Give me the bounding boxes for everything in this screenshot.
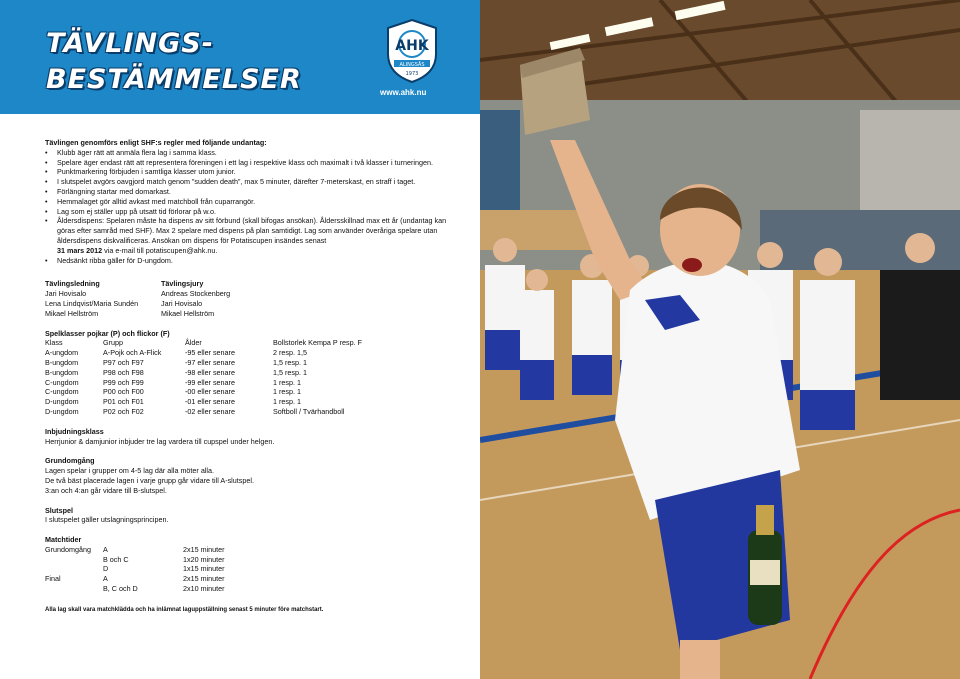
rule-item: • I slutspelet avgörs oavgjord match genom ”sudden death”, max 5 minuter, därefter 7-meterskast, en straff i taget. (57, 177, 465, 187)
playoff-section (45, 506, 465, 526)
cell: 1x20 minuter (183, 554, 225, 564)
cell: -01 eller senare (185, 397, 235, 407)
logo-text: AHK (395, 38, 429, 54)
rules-list (45, 148, 465, 266)
cell: -98 eller senare (185, 367, 235, 377)
table-row (45, 358, 362, 368)
cell: -02 eller senare (185, 406, 235, 416)
table-row (45, 584, 225, 594)
cell: 1x15 minuter (183, 564, 225, 574)
header-banner (0, 0, 480, 114)
ledning-name: Lena Lindqvist/Maria Sundén (45, 298, 139, 308)
cell: 1 resp. 1 (273, 397, 301, 407)
cell: Softboll / Tvärhandboll (273, 406, 345, 416)
cell: 2 resp. 1,5 (273, 348, 307, 358)
logo-year: 1973 (405, 71, 419, 77)
dispens-date: 31 mars 2012 (57, 245, 103, 255)
cell: 2x15 minuter (183, 544, 225, 554)
table-row (45, 407, 362, 417)
column-header: Grupp (103, 338, 123, 348)
classes-section (45, 329, 465, 417)
column-header: Ålder (185, 338, 202, 348)
jury-name: Jari Hovisalo (161, 298, 203, 308)
column-header: Bollstorlek Kempa P resp. F (273, 338, 362, 348)
rule-item-dispens (57, 216, 465, 255)
column-header: Klass (45, 338, 63, 348)
invite-section (45, 427, 465, 447)
rule-item: • Förlängning startar med domarkast. (57, 187, 465, 197)
cell: D-ungdom (45, 397, 79, 407)
playoff-text: I slutspelet gäller utslagningsprincipen. (45, 515, 169, 525)
cell: D-ungdom (45, 406, 79, 416)
table-row (45, 545, 225, 555)
team-celebration-photo (480, 0, 960, 679)
rule-item: • Punktmarkering förbjuden i samtliga klasser utom junior. (57, 167, 465, 177)
jury-heading: Tävlingsjury (161, 279, 204, 289)
website-url: www.ahk.nu (380, 88, 427, 97)
staff-section (45, 279, 465, 318)
invite-heading: Inbjudningsklass (45, 426, 104, 436)
ledning-name: Mikael Hellström (45, 308, 99, 318)
cell: P02 och F02 (103, 406, 144, 416)
jury-column (161, 279, 277, 318)
group-line: 3:an och 4:an går vidare till B-slutspel. (45, 485, 167, 495)
cell: 1,5 resp. 1 (273, 357, 307, 367)
cell (45, 555, 103, 565)
rule-item: • Nedsänkt ribba gäller för D-ungdom. (57, 256, 465, 266)
page-title (46, 26, 302, 98)
ahk-logo (384, 18, 440, 84)
cell (45, 564, 103, 574)
table-row (45, 387, 362, 397)
table-row (45, 378, 362, 388)
cell: C-ungdom (45, 377, 79, 387)
table-row (45, 348, 362, 358)
cell: P98 och F98 (103, 367, 144, 377)
jury-name: Mikael Hellström (161, 308, 215, 318)
cell: 1 resp. 1 (273, 377, 301, 387)
rules-heading: Tävlingen genomförs enligt SHF:s regler med följande undantag: (45, 138, 267, 147)
ledning-name: Jari Hovisalo (45, 289, 87, 299)
rule-item: • Hemmalaget gör alltid avkast med matchboll från cuparrangör. (57, 197, 465, 207)
cell: D (103, 564, 109, 574)
rule-item: • Lag som ej ställer upp på utsatt tid förlorar på w.o. (57, 207, 465, 217)
cell: A-Pojk och A-Flick (103, 348, 162, 358)
cell: Final (45, 574, 61, 584)
table-row (45, 555, 225, 565)
group-heading: Grundomgång (45, 456, 95, 466)
cell: 2x15 minuter (183, 574, 225, 584)
cell: 1,5 resp. 1 (273, 367, 307, 377)
table-header (45, 338, 362, 348)
cell: B-ungdom (45, 367, 79, 377)
title-line-2: BESTÄMMELSER (46, 64, 302, 95)
cell: B-ungdom (45, 357, 79, 367)
cell: -99 eller senare (185, 377, 235, 387)
group-section (45, 456, 465, 495)
group-line: De två bäst placerade lagen i varje grupp går vidare till A-slutspel. (45, 475, 254, 485)
title-line-1: TÄVLINGS- (46, 28, 214, 59)
cell: A-ungdom (45, 348, 79, 358)
dispens-text: Åldersdispens: Spelaren måste ha dispens av sitt förbund (skall bifogas ansökan). Åldersskillnad max ett år (undantag kan göras efter samråd med SHF). Max 2 spelare med dispens på plan samtidigt. Lag som använder överåriga spelare utan åldersdispens diskvalificeras. Ansökan om dispens för Potatiscupen insändes senast (57, 216, 447, 245)
table-row (45, 397, 362, 407)
rule-item: • Spelare äger endast rätt att representera föreningen i ett lag i respektive klass och maximalt i två klasser i turneringen. (57, 158, 465, 168)
cell: C-ungdom (45, 387, 79, 397)
ledning-column (45, 279, 161, 318)
logo-sub: ALINGSÅS (399, 62, 425, 68)
matchtimes-heading: Matchtider (45, 535, 82, 545)
content (45, 138, 465, 616)
photo-illustration (480, 0, 960, 679)
invite-text: Herrjunior & damjunior inbjuder tre lag vardera till cupspel under helgen. (45, 436, 275, 446)
cell: B och C (103, 554, 129, 564)
cell: P01 och F01 (103, 397, 144, 407)
cell: -95 eller senare (185, 348, 235, 358)
ledning-heading: Tävlingsledning (45, 279, 100, 289)
table-row (45, 368, 362, 378)
table-row (45, 564, 225, 574)
table-row (45, 574, 225, 584)
cell: 1 resp. 1 (273, 387, 301, 397)
cell: P00 och F00 (103, 387, 144, 397)
cell: B, C och D (103, 584, 138, 594)
cell: A (103, 574, 108, 584)
cell: -97 eller senare (185, 357, 235, 367)
rule-item: • Klubb äger rätt att anmäla flera lag i samma klass. (57, 148, 465, 158)
matchtimes-table (45, 545, 225, 594)
jury-name: Andreas Stockenberg (161, 289, 231, 299)
cell: A (103, 544, 108, 554)
cell: 2x10 minuter (183, 584, 225, 594)
cell: -00 eller senare (185, 387, 235, 397)
matchtimes-section (45, 535, 465, 594)
group-line: Lagen spelar i grupper om 4-5 lag där alla möter alla. (45, 466, 215, 476)
cell: Grundomgång (45, 544, 91, 554)
playoff-heading: Slutspel (45, 505, 73, 515)
dispens-tail: via e-mail till potatiscupen@ahk.nu. (102, 245, 218, 255)
classes-table (45, 338, 362, 416)
cell: P97 och F97 (103, 357, 144, 367)
cell: P99 och F99 (103, 377, 144, 387)
footer-note: Alla lag skall vara matchklädda och ha inlämnat laguppställning senast 5 minuter före matchstart. (45, 606, 324, 613)
cell (45, 584, 103, 594)
classes-heading: Spelklasser pojkar (P) och flickor (F) (45, 328, 170, 338)
